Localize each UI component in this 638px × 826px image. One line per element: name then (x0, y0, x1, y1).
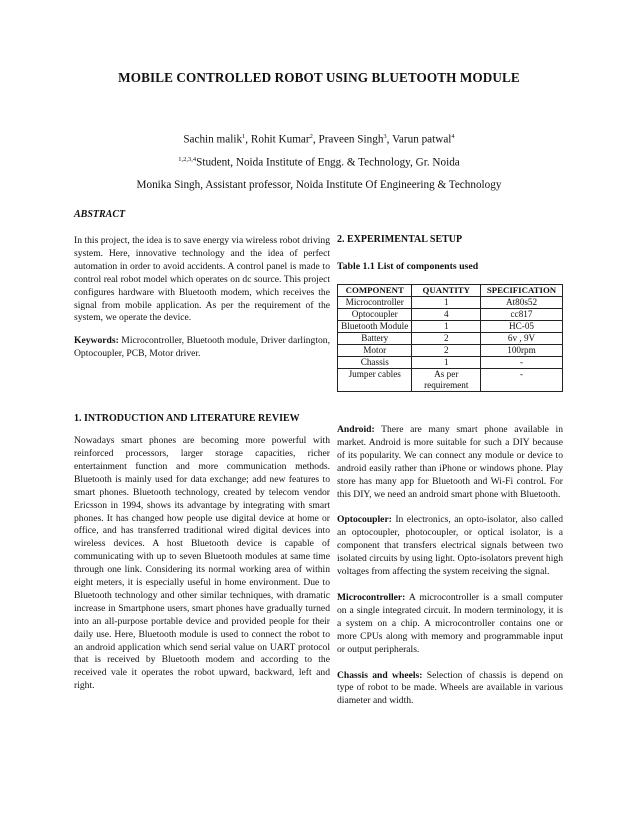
section-text: Selection of chassis is depend on type of robot to be made. Wheels are available in various diameter and width. (337, 669, 563, 707)
table-cell: Battery (338, 333, 412, 345)
section-chassis (337, 670, 563, 709)
table-row (338, 369, 563, 392)
introduction-text: Nowadays smart phones are becoming more powerful with reinforced processors, larger storage capacities, richer entertainment function and more communication methods. Bluetooth is mainly used for data exchange; add new features to smart phones. Bluetooth technology, created by telecom vendor Ericsson in 1994, shows its advantage by integrating with smart phones. It has changed how people use digital device at home or office, and has transferred traditional wired digital devices into wireless devices. A host Bluetooth device is capable of communicating with up to seven Bluetooth modules at same time through one link. Considering its normal working area of within eight meters, it is especially useful in home environment. Due to Bluetooth technology and other similar techniques, with dramatic increase in Smartphone users, smart phones have gradually turned into an all-purpose portable device and provided people for their daily use. Here, Bluetooth module is used to connect the robot to an android application which send serial value on UART protocol that is received by Bluetooth modem and according to the received vale it operates the robot upward, backward, left and right. (74, 435, 330, 692)
table-cell: HC-05 (481, 321, 563, 333)
section-label: Optocoupler: (337, 514, 392, 526)
affiliation-sup: 1,2,3,4 (178, 156, 197, 163)
paper-title: MOBILE CONTROLLED ROBOT USING BLUETOOTH MODULE (118, 70, 520, 85)
table-cell: Microcontroller (338, 297, 412, 309)
table-row (338, 333, 563, 345)
table-cell: 4 (412, 309, 481, 321)
table-row (338, 345, 563, 357)
left-column (74, 235, 330, 701)
author-sup: 4 (451, 133, 455, 140)
table-cell: 2 (412, 333, 481, 345)
table-cell: Optocoupler (338, 309, 412, 321)
table-cell: Motor (338, 345, 412, 357)
section-text: In electronics, an opto-isolator, also called an optocoupler, photocoupler, or optical isolator, is a component that transfers electrical signals between two isolated circuits by using light. Opto-isolators prevent high voltages from affecting the system receiving the signal. (337, 514, 563, 578)
table-cell: 6v , 9V (481, 333, 563, 345)
components-table (337, 284, 563, 392)
table-cell: 1 (412, 297, 481, 309)
abstract-heading: ABSTRACT (74, 209, 126, 220)
author-sup: 2 (309, 133, 313, 140)
table-cell: - (481, 357, 563, 369)
section-text: A microcontroller is a small computer on a single integrated circuit. In modern terminology, it is a system on a chip. A microcontroller contains one or more CPUs along with memory and programmable input or output peripherals. (337, 591, 564, 655)
affiliation-text: Student, Noida Institute of Engg. & Technology, Gr. Noida (196, 156, 460, 169)
section-label: Chassis and wheels: (337, 669, 423, 681)
table-cell: - (481, 369, 563, 392)
section-optocoupler (337, 514, 563, 579)
author-sup: 1 (242, 133, 246, 140)
section-text: There are many smart phone available in market. Android is more suitable for such a DIY because of its popularity. We can connect any module or device to android easily rather than iPhone or windows phone. Play store has many app for Bluetooth and Wi-Fi control. For this DIY, we need an android smart phone with Bluetooth. (337, 424, 563, 500)
author-list: Sachin malik$^1$, Rohit Kumar$^2$, Praveen Singh$^3$, Varun patwal$^4$ (183, 133, 455, 146)
faculty-line: Monika Singh, Assistant professor, Noida Institute Of Engineering & Technology (136, 179, 502, 191)
table-cell: Chassis (338, 357, 412, 369)
author-name: Sachin malik (183, 133, 243, 146)
author-name: Rohit Kumar (250, 133, 310, 146)
table-row (338, 297, 563, 309)
keywords-text: Microcontroller, Bluetooth module, Driver darlington, Optocoupler, PCB, Motor driver. (74, 335, 331, 360)
right-column (337, 424, 563, 716)
table-cell: 100rpm (481, 345, 563, 357)
table-caption: Table 1.1 List of components used (337, 261, 479, 272)
table-cell: As per requirement (412, 369, 481, 392)
table-cell: Bluetooth Module (338, 321, 412, 333)
section-label: Android: (337, 424, 375, 435)
table-cell: cc817 (481, 309, 563, 321)
table-cell: 1 (412, 357, 481, 369)
introduction-heading: 1. INTRODUCTION AND LITERATURE REVIEW (74, 413, 300, 425)
table-row (338, 321, 563, 333)
table-cell: At80s52 (481, 297, 563, 309)
column-header: QUANTITY (412, 285, 481, 297)
section-label: Microcontroller: (337, 591, 406, 603)
table-row (338, 309, 563, 321)
author-sup: 3 (383, 133, 387, 140)
author-name: Praveen Singh (318, 133, 384, 146)
column-header: SPECIFICATION (481, 285, 563, 297)
table-row (338, 357, 563, 369)
keywords (74, 335, 330, 361)
keywords-label: Keywords: (74, 335, 119, 347)
table-cell: Jumper cables (338, 369, 412, 392)
section-android (337, 424, 563, 501)
affiliation (0, 156, 638, 169)
table-cell: 2 (412, 345, 481, 357)
table-header-row (338, 285, 563, 297)
column-header: COMPONENT (338, 285, 412, 297)
author-name: Varun patwal (392, 133, 452, 146)
abstract-text: In this project, the idea is to save energy via wireless robot driving system. Here, innovative technology and the idea of perfect automation in order to avoid accidents. A control panel is made to control real robot model which operates on dc source. This project configures hardware with Bluetooth modem, which receives the signal from mobile application. As per the requirement of the system, we operate the device. (74, 235, 330, 324)
experimental-heading: 2. EXPERIMENTAL SETUP (337, 234, 463, 245)
section-microcontroller (337, 592, 563, 657)
table-cell: 1 (412, 321, 481, 333)
